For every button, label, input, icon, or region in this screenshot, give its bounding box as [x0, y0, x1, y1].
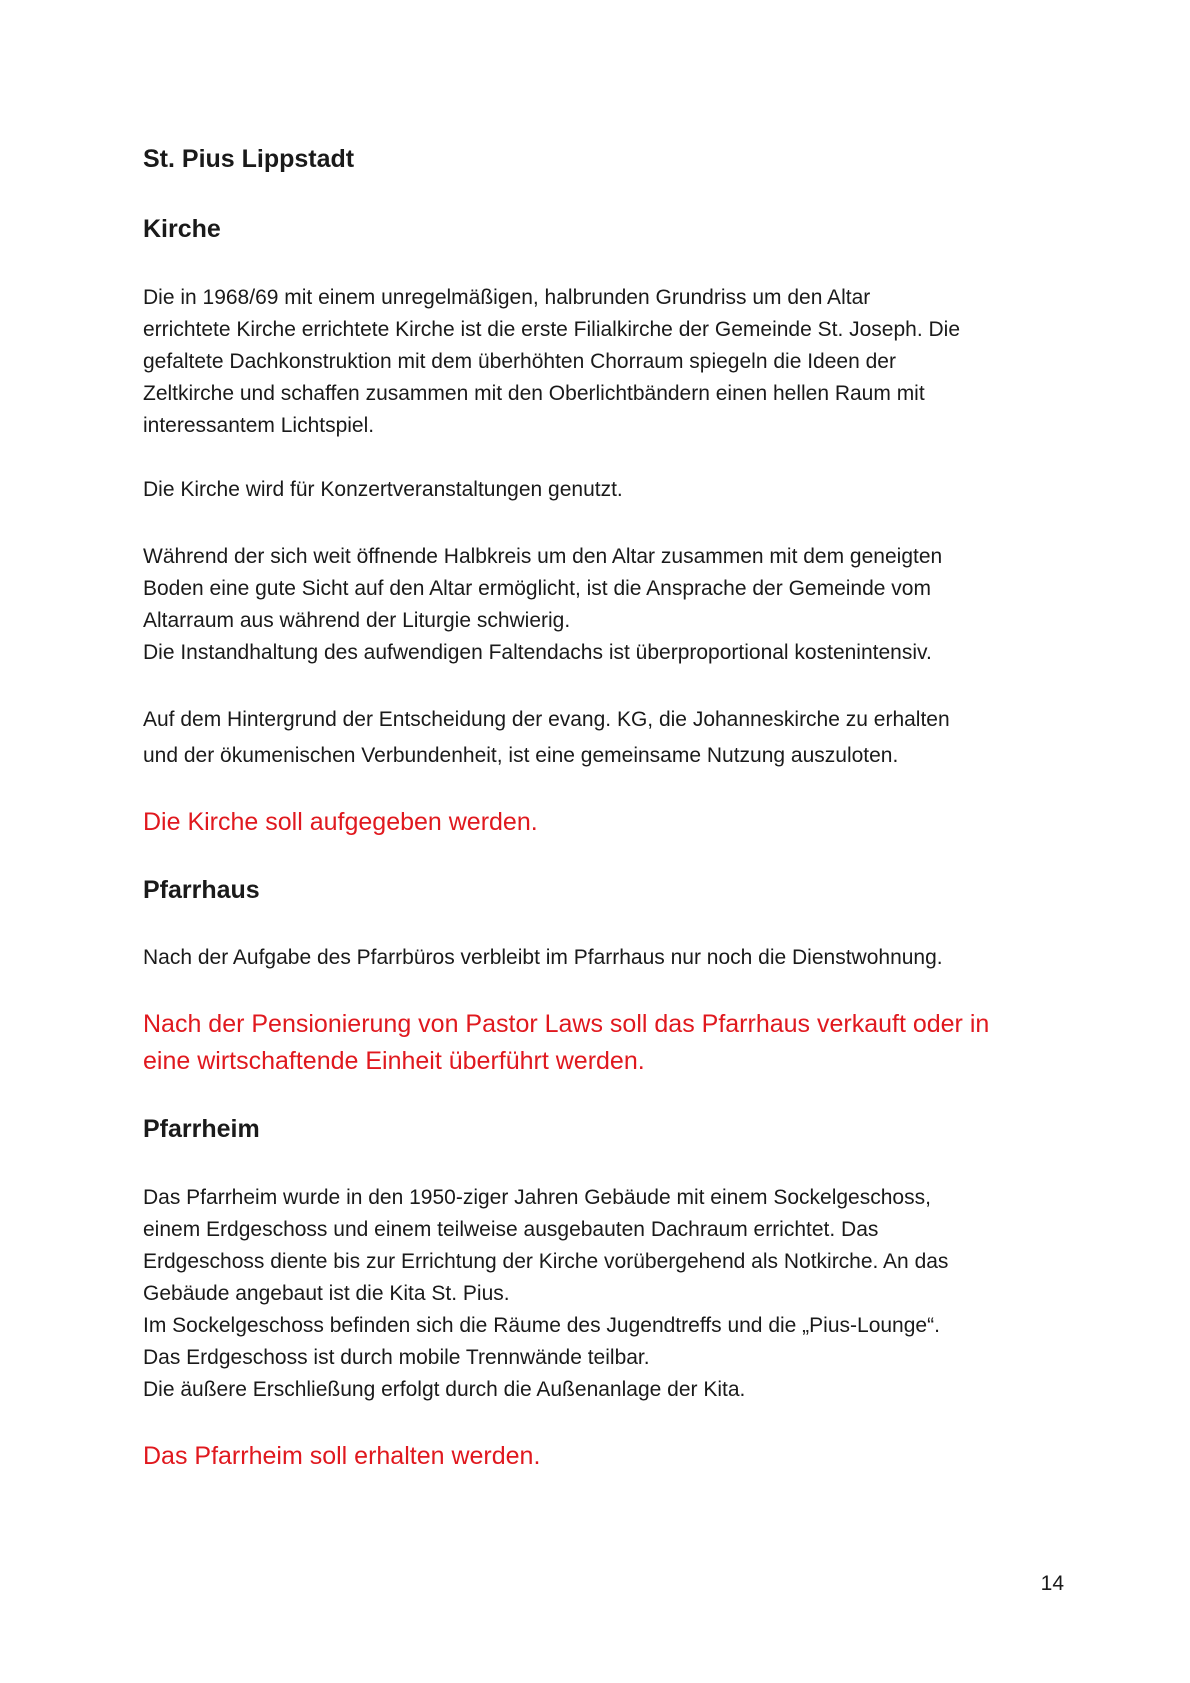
pfarrheim-paragraph [143, 1182, 1063, 1406]
text-line: Boden eine gute Sicht auf den Altar ermöglicht, ist die Ansprache der Gemeinde vom [143, 577, 931, 600]
decision-line: Die Kirche soll aufgegeben werden. [143, 808, 538, 836]
text-line: Während der sich weit öffnende Halbkreis um den Altar zusammen mit dem geneigten [143, 545, 943, 568]
text-line: einem Erdgeschoss und einem teilweise ausgebauten Dachraum errichtet. Das [143, 1218, 879, 1241]
pfarrhaus-decision [143, 1006, 1063, 1080]
text-line: Erdgeschoss diente bis zur Errichtung der Kirche vorübergehend als Notkirche. An das [143, 1250, 949, 1273]
text-line: Die Instandhaltung des aufwendigen Faltendachs ist überproportional kostenintensiv. [143, 641, 932, 664]
decision-line: Das Pfarrheim soll erhalten werden. [143, 1442, 541, 1470]
kirche-paragraph-description [143, 282, 1063, 442]
text-line: Die in 1968/69 mit einem unregelmäßigen, halbrunden Grundriss um den Altar [143, 286, 871, 309]
decision-line: eine wirtschaftende Einheit überführt werden. [143, 1047, 645, 1075]
document-title: St. Pius Lippstadt [143, 145, 355, 173]
text-line: Die Kirche wird für Konzertveranstaltungen genutzt. [143, 478, 623, 501]
kirche-paragraph-usage [143, 474, 1063, 506]
decision-line: Nach der Pensionierung von Pastor Laws soll das Pfarrhaus verkauft oder in [143, 1010, 990, 1038]
kirche-paragraph-ecumenical [143, 704, 1063, 772]
text-line: Im Sockelgeschoss befinden sich die Räume des Jugendtreffs und die „Pius-Lounge“. [143, 1314, 940, 1337]
page-number: 14 [1040, 1572, 1064, 1595]
pfarrheim-decision [143, 1438, 1063, 1475]
kirche-decision [143, 804, 1063, 841]
text-line: interessantem Lichtspiel. [143, 414, 375, 437]
text-line: Die äußere Erschließung erfolgt durch die Außenanlage der Kita. [143, 1378, 746, 1401]
text-line: Gebäude angebaut ist die Kita St. Pius. [143, 1282, 510, 1305]
kirche-paragraph-assessment [143, 541, 1063, 669]
text-line: gefaltete Dachkonstruktion mit dem überhöhten Chorraum spiegeln die Ideen der [143, 350, 896, 373]
text-line: und der ökumenischen Verbundenheit, ist eine gemeinsame Nutzung auszuloten. [143, 744, 899, 767]
text-line: Nach der Aufgabe des Pfarrbüros verbleibt im Pfarrhaus nur noch die Dienstwohnung. [143, 946, 943, 969]
text-line: Auf dem Hintergrund der Entscheidung der evang. KG, die Johanneskirche zu erhalten [143, 708, 950, 731]
text-line: Das Pfarrheim wurde in den 1950-ziger Jahren Gebäude mit einem Sockelgeschoss, [143, 1186, 931, 1209]
section-heading-kirche: Kirche [143, 215, 221, 243]
text-line: Zeltkirche und schaffen zusammen mit den Oberlichtbändern einen hellen Raum mit [143, 382, 925, 405]
section-heading-pfarrheim: Pfarrheim [143, 1115, 260, 1143]
page-content [143, 142, 1063, 1475]
text-line: errichtete Kirche errichtete Kirche ist die erste Filialkirche der Gemeinde St. Joseph. Die [143, 318, 961, 341]
pfarrhaus-paragraph [143, 942, 1063, 974]
text-line: Altarraum aus während der Liturgie schwierig. [143, 609, 571, 632]
section-heading-pfarrhaus: Pfarrhaus [143, 876, 260, 904]
text-line: Das Erdgeschoss ist durch mobile Trennwände teilbar. [143, 1346, 650, 1369]
